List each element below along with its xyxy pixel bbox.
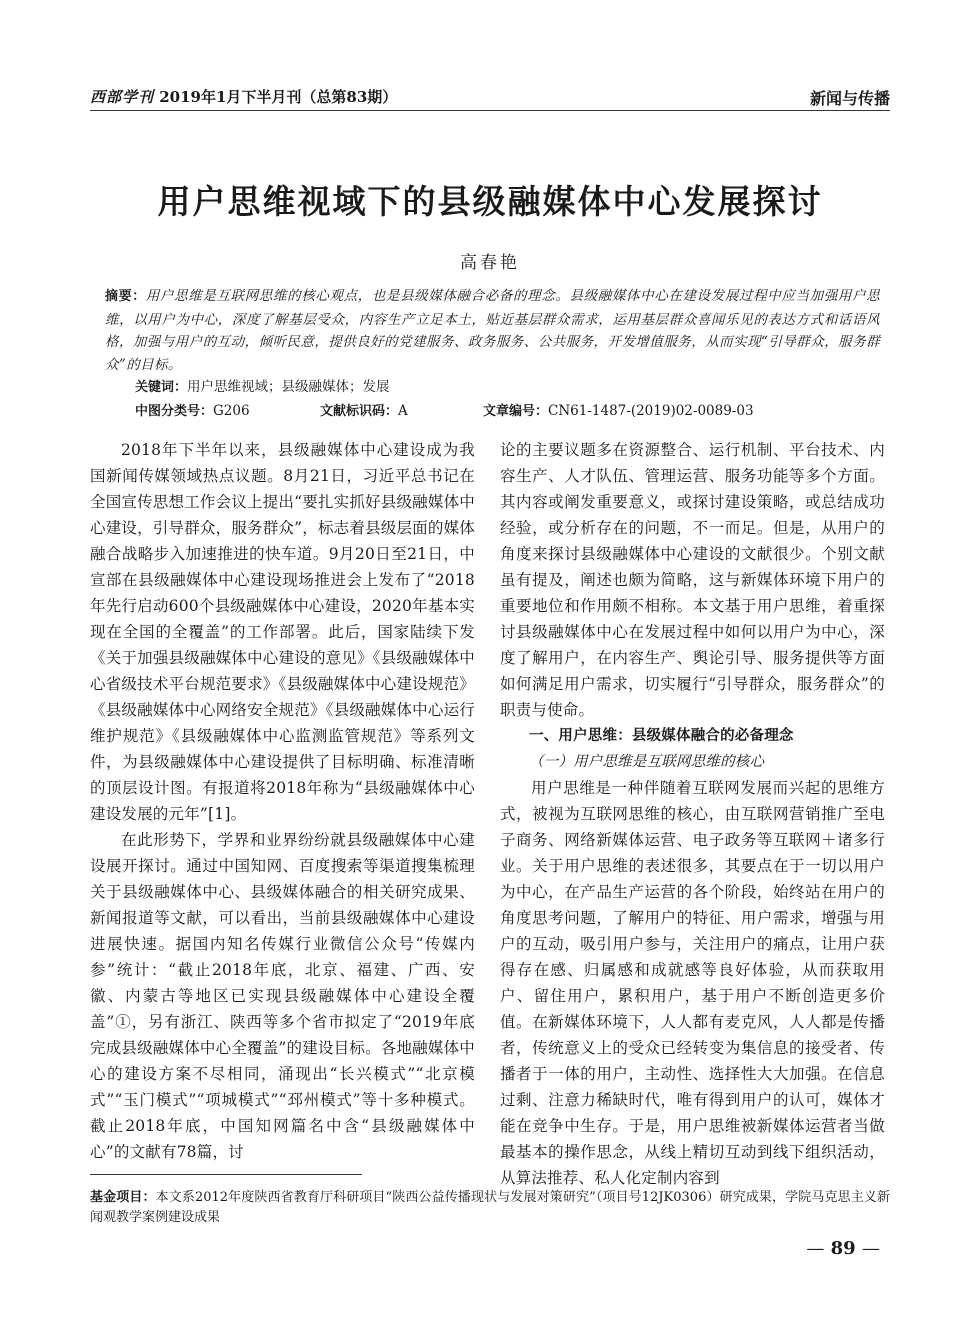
doc-code-entry [320, 400, 408, 424]
body-column-right [500, 437, 885, 1191]
article-front-matter [105, 285, 880, 424]
section-name: 新闻与传播 [809, 89, 890, 108]
body-paragraph: 在此形势下，学界和业界纷纷就县级融媒体中心建设展开探讨。通过中国知网、百度搜索等渠道搜集梳理关于县级融媒体中心、县级媒体融合的相关研究成果、新闻报道等文献，可以看出，当前县级融媒体中心建设进展快速。据国内知名传媒行业微信公众号“传媒内参”统计：“截止2018年底，北京、福建、广西、安徽、内蒙古等地区已实现县级融媒体中心建设全覆盖”①，另有浙江、陕西等多个省市拟定了“2019年底完成县级融媒体中心全覆盖”的建设目标。各地融媒体中心的建设方案不尽相同，涌现出“长兴模式”“北京模式”“玉门模式”“项城模式”“邳州模式”等十多种模式。截止2018年底，中国知网篇名中含“县级融媒体中心”的文献有78篇，讨 [90, 831, 475, 1161]
subsection-heading: （一）用户思维是互联网思维的核心 [529, 754, 765, 770]
clc-label: 中图分类号： [135, 403, 214, 419]
page-number [806, 1238, 880, 1259]
keywords [135, 376, 880, 400]
running-header [90, 86, 890, 112]
page-number-value: 89 [830, 1238, 856, 1259]
keywords-label: 关键词： [135, 380, 188, 395]
article-title: 用户思维视域下的县级融媒体中心发展探讨 [157, 182, 823, 221]
article-author: 高春艳 [460, 253, 520, 273]
footnote-rule [90, 1174, 362, 1175]
body-column-left [90, 437, 475, 1165]
body-paragraph-continued: 论的主要议题多在资源整合、运行机制、平台技术、内容生产、人才队伍、管理运营、服务功能等多个方面。其内容或阐发重要意义，或探讨建设策略，或总结成功经验，或分析存在的问题，不一而足。但是，从用户的角度来探讨县级融媒体中心建设的文献很少。个别文献虽有提及，阐述也颇为简略，这与新媒体环境下用户的重要地位和作用颇不相称。本文基于用户思维，着重探讨县级融媒体中心在发展过程中如何以用户为中心，深度了解用户，在内容生产、舆论引导、服务提供等方面如何满足用户需求，切实履行“引导群众，服务群众”的职责与使命。 [500, 441, 885, 719]
classification-row [135, 400, 880, 424]
body-paragraph: 2018年下半年以来，县级融媒体中心建设成为我国新闻传媒领域热点议题。8月21日，习近平总书记在全国宣传思想工作会议上提出“要扎实抓好县级融媒体中心建设，引导群众，服务群众”，标志着县级层面的媒体融合战略步入加速推进的快车道。9月20日至21日，中宣部在县级融媒体中心建设现场推进会上发布了“2018年先行启动600个县级融媒体中心建设，2020年基本实现在全国的全覆盖”的工作部署。此后，国家陆续下发《关于加强县级融媒体中心建设的意见》《县级融媒体中心省级技术平台规范要求》《县级融媒体中心建设规范》《县级融媒体中心网络安全规范》《县级融媒体中心运行维护规范》《县级融媒体中心监测监管规范》等系列文件，为县级融媒体中心建设提供了目标明确、标准清晰的顶层设计图。有报道将2018年称为“县级融媒体中心建设发展的元年”[1]。 [90, 441, 475, 823]
journal-issue-line [90, 86, 397, 107]
doc-code-label: 文献标识码： [320, 403, 399, 419]
section-heading: 一、用户思维：县级媒体融合的必备理念 [529, 728, 794, 744]
clc-entry [135, 400, 250, 424]
header-rule [90, 110, 890, 111]
footnote-text: 本文系2012年度陕西省教育厅科研项目“陕西公益传播现状与发展对策研究”（项目号12JK0306）研究成果，学院马克思主义新闻观教学案例建设成果 [90, 1190, 890, 1225]
journal-name: 西部学刊 [90, 88, 155, 106]
keywords-text: 用户思维视域；县级融媒体；发展 [187, 379, 390, 395]
clc-value: G206 [213, 402, 250, 419]
article-no-value: CN61-1487-(2019)02-0089-03 [548, 402, 754, 419]
doc-code-value: A [398, 402, 408, 419]
article-no-label: 文章编号： [483, 403, 549, 419]
page-dash-left: — [806, 1238, 825, 1259]
page-dash-right: — [862, 1238, 880, 1259]
issue-info: 2019年1月下半月刊（总第83期） [159, 88, 398, 106]
body-paragraph: 用户思维是一种伴随着互联网发展而兴起的思维方式，被视为互联网思维的核心，由互联网营销推广至电子商务、网络新媒体运营、电子政务等互联网＋诸多行业。关于用户思维的表述很多，其要点在于一切以用户为中心，在产品生产运营的各个阶段，始终站在用户的角度思考问题，了解用户的特征、用户需求，增强与用户的互动，吸引用户参与，关注用户的痛点，让用户获得存在感、归属感和成就感等良好体验，从而获取用户、留住用户，累积用户，基于用户不断创造更多价值。在新媒体环境下，人人都有麦克风，人人都是传播者，传统意义上的受众已经转变为集信息的接受者、传播者于一体的用户，主动性、选择性大大加强。在信息过剩、注意力稀缺时代，唯有得到用户的认可，媒体才能在竞争中生存。于是，用户思维被新媒体运营者当做最基本的操作思念，从线上精切互动到线下组织活动，从算法推荐、私人化定制内容到 [500, 779, 885, 1187]
abstract [105, 285, 880, 376]
funding-footnote [90, 1188, 890, 1228]
abstract-label: 摘要： [105, 289, 146, 304]
footnote-label: 基金项目： [90, 1190, 156, 1205]
article-no-entry [483, 400, 754, 424]
abstract-text: 用户思维是互联网思维的核心观点，也是县级媒体融合必备的理念。县级融媒体中心在建设发展过程中应当加强用户思维，以用户为中心，深度了解基层受众，内容生产立足本土，贴近基层群众需求，运用基层群众喜闻乐见的表达方式和话语风格，加强与用户的互动，倾听民意，提供良好的党建服务、政务服务、公共服务，开发增值服务，从而实现“引导群众，服务群众”的目标。 [105, 288, 880, 373]
